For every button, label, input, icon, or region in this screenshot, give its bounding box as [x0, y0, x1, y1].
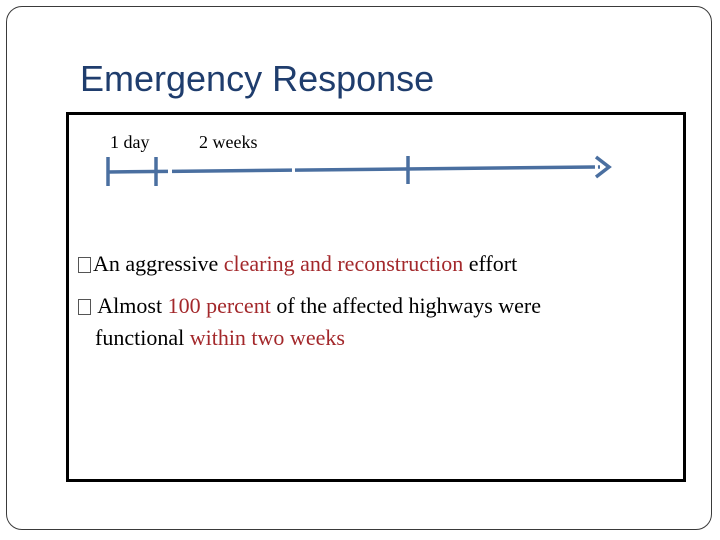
- bullet-1-text: [93, 251, 517, 276]
- bullet-1-segment-highlight: clearing and reconstruction: [223, 251, 464, 276]
- bullet-2-segment-highlight: 100 percent: [167, 293, 271, 318]
- bullet-2-continuation: [95, 322, 345, 354]
- bullet-2-segment: Almost: [93, 293, 168, 318]
- bullet-2-segment: of the affected highways were: [270, 293, 542, 318]
- timeline-arrowhead: [596, 157, 609, 177]
- slide-title: Emergency Response: [80, 58, 435, 99]
- bullet-2-cont-segment: functional: [95, 325, 190, 350]
- bullet-1: [78, 248, 517, 280]
- bullet-2-cont-segment-highlight: within two weeks: [189, 325, 345, 350]
- bullet-2-text: [93, 293, 541, 318]
- bullet-marker-icon: [78, 299, 91, 315]
- timeline-axis: [108, 167, 600, 172]
- bullet-2: [78, 290, 541, 322]
- timeline-label-2-weeks: 2 weeks: [199, 132, 258, 152]
- bullet-marker-icon: [78, 257, 91, 273]
- bullet-1-segment: effort: [463, 251, 518, 276]
- bullet-1-segment: An aggressive: [93, 251, 224, 276]
- timeline-label-1-day: 1 day: [110, 132, 150, 152]
